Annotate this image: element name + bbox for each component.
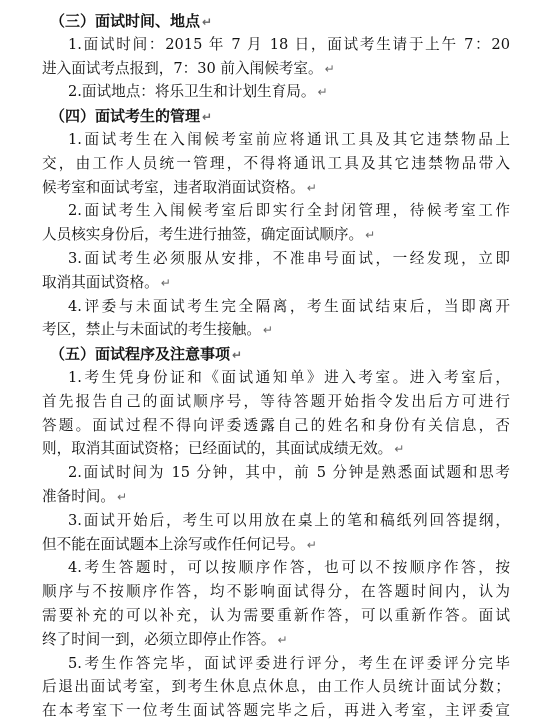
line-text: 1.面试时间：2015 年 7 月 18 日，面试考生请于上午 7：20 (68, 35, 510, 53)
line-text: 首先报告自己的面试顺序号，等待答题开始指令发出后方可进行 (42, 392, 510, 410)
paragraph-mark-icon: ↵ (277, 632, 288, 647)
line-text: 顺序与不按顺序作答，均不影响面试得分，在答题时间内，认为 (42, 583, 510, 601)
line-text: 2.面试时间为 15 分钟，其中，前 5 分钟是熟悉面试题和思考 (68, 464, 510, 482)
line-text: 交，由工作人员统一管理，不得将通讯工具及其它违禁物品带入 (42, 154, 510, 172)
line-text: 4.评委与未面试考生完全隔离，考生面试结束后，当即离开 (68, 297, 510, 315)
paragraph-mark-icon: ↵ (116, 490, 128, 504)
line-text: 2.面试考生入闱候考室后即实行全封闭管理，待候考室工作 (68, 202, 510, 220)
line-text: 5.考生作答完毕，面试评委进行评分，考生在评委评分完毕 (68, 654, 510, 672)
line-text: 候考室和面试考室，违者取消面试资格。 (42, 178, 305, 196)
line-text: 进入面试考点报到，7：30 前入闱候考室。 (42, 59, 323, 77)
line-text: 后退出面试考室，到考生休息点休息，由工作人员统计面试分数； (42, 678, 510, 696)
line-text: 答题。面试过程不得向评委透露自己的姓名和身份有关信息，否 (42, 416, 510, 434)
paragraph-mark-icon: ↵ (306, 537, 317, 552)
paragraph-mark-icon: ↵ (306, 180, 317, 195)
line-text: （三）面试时间、地点 (50, 12, 201, 30)
line-text: 3.面试考生必须服从安排，不准串号面试，一经发现，立即 (68, 250, 510, 267)
paragraph-mark-icon: ↵ (365, 228, 376, 243)
line-text: 终了时间一到，必须立即停止作答。 (42, 630, 276, 648)
paragraph-mark-icon: ↵ (324, 61, 335, 76)
paragraph-mark-icon: ↵ (160, 275, 171, 290)
text-line (42, 696, 510, 723)
paragraph-mark-icon: ↵ (262, 323, 273, 338)
line-text: 但不能在面试题本上涂写或作任何记号。 (42, 535, 305, 553)
line-text: （五）面试程序及注意事项 (50, 345, 231, 364)
line-text: 2.面试地点：将乐卫生和计划生育局。 (68, 83, 316, 101)
line-text: 考区，禁止与未面试的考生接触。 (42, 321, 261, 339)
line-text: 1.面试考生在入闱候考室前应将通讯工具及其它违禁物品上 (68, 131, 510, 148)
line-text: 3.面试开始后，考生可以用放在桌上的笔和稿纸列回答提纲， (68, 511, 510, 529)
line-text: 需要补充的可以补充，认为需要重新作答，可以重新作答。面试 (42, 607, 510, 624)
paragraph-mark-icon: ↵ (394, 442, 405, 457)
paragraph-mark-icon: ↵ (232, 348, 243, 363)
line-text: 在本考室下一位考生面试答题完毕之后，再进入考室，主评委宣 (42, 702, 510, 720)
paragraph-mark-icon: ↵ (202, 15, 213, 29)
line-text: 则，取消其面试资格；已经面试的，其面试成绩无效。 (42, 440, 393, 458)
line-text: 准备时间。 (42, 488, 115, 505)
line-text: 1.考生凭身份证和《面试通知单》进入考室。进入考室后， (68, 369, 510, 386)
line-text: 取消其面试资格。 (42, 273, 159, 291)
line-text: 人员核实身份后，考生进行抽签，确定面试顺序。 (42, 226, 364, 244)
paragraph-mark-icon: ↵ (202, 110, 213, 125)
paragraph-mark-icon: ↵ (317, 85, 328, 100)
line-text: 4.考生答题时，可以按顺序作答，也可以不按顺序作答，按 (68, 559, 510, 577)
line-text: （四）面试考生的管理 (50, 107, 201, 126)
